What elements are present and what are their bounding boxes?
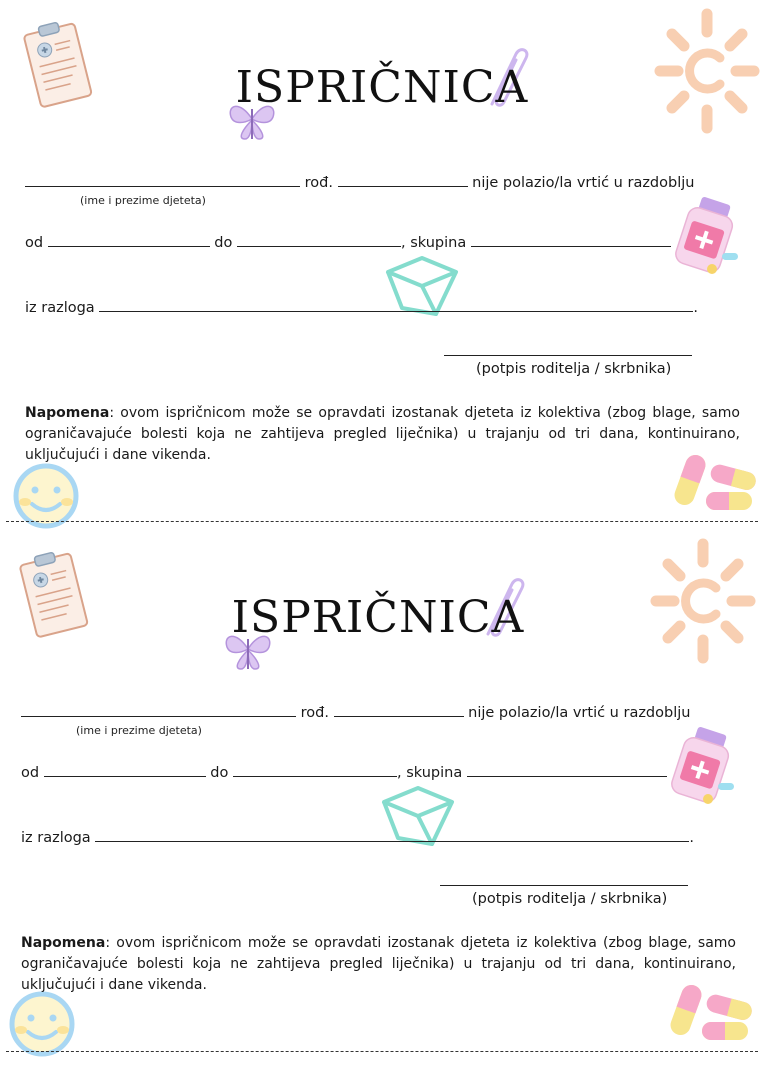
from-date-field[interactable] bbox=[48, 232, 210, 247]
absence-statement: nije polazio/la vrtić u razdoblju bbox=[468, 705, 691, 721]
birth-date-field[interactable] bbox=[338, 172, 468, 187]
to-date-field[interactable] bbox=[237, 232, 401, 247]
excuse-slip-top bbox=[0, 0, 764, 530]
reason-field[interactable] bbox=[99, 297, 693, 312]
reason-end: . bbox=[693, 300, 698, 316]
note-label: Napomena bbox=[21, 935, 106, 951]
note-paragraph bbox=[25, 403, 740, 466]
cut-line bbox=[6, 1051, 758, 1052]
group-label: , skupina bbox=[396, 765, 463, 781]
birth-date-field[interactable] bbox=[334, 702, 464, 717]
birth-label: rođ. bbox=[304, 175, 333, 191]
document-title: ISPRIČNICA bbox=[235, 62, 529, 113]
birth-label: rođ. bbox=[300, 705, 329, 721]
signature-field[interactable] bbox=[440, 885, 688, 886]
note-text: : ovom ispričnicom može se opravdati izostanak djeteta iz kolektiva (zbog blage, samo ograničavajuće bolesti koja ne zahtijeva pregled liječnika) u trajanju od tri dana, kontinuirano, uključujući i dane vikenda. bbox=[21, 935, 736, 993]
to-date-field[interactable] bbox=[233, 762, 397, 777]
reason-label: iz razloga bbox=[21, 830, 91, 846]
child-name-hint: (ime i prezime djeteta) bbox=[76, 724, 202, 737]
period-group-row bbox=[25, 232, 671, 251]
smiley-face-icon bbox=[4, 988, 80, 1058]
name-birth-row bbox=[21, 702, 690, 721]
note-text: : ovom ispričnicom može se opravdati izostanak djeteta iz kolektiva (zbog blage, samo ograničavajuće bolesti koja ne zahtijeva pregled liječnika) u trajanju od tri dana, kontinuirano, uključujući i dane vikenda. bbox=[25, 405, 740, 463]
group-field[interactable] bbox=[471, 232, 671, 247]
medicine-bottle-icon bbox=[670, 195, 745, 280]
group-label: , skupina bbox=[400, 235, 467, 251]
reason-label: iz razloga bbox=[25, 300, 95, 316]
reason-row bbox=[25, 297, 698, 316]
excuse-slip-bottom bbox=[0, 530, 764, 1060]
reason-row bbox=[21, 827, 694, 846]
to-label: do bbox=[214, 235, 233, 251]
period-group-row bbox=[21, 762, 667, 781]
signature-label: (potpis roditelja / skrbnika) bbox=[472, 891, 668, 907]
signature-label: (potpis roditelja / skrbnika) bbox=[476, 361, 672, 377]
note-label: Napomena bbox=[25, 405, 110, 421]
child-name-field[interactable] bbox=[25, 172, 300, 187]
reason-field[interactable] bbox=[95, 827, 689, 842]
group-field[interactable] bbox=[467, 762, 667, 777]
to-label: do bbox=[210, 765, 229, 781]
name-birth-row bbox=[25, 172, 694, 191]
child-name-field[interactable] bbox=[21, 702, 296, 717]
medicine-bottle-icon bbox=[666, 725, 741, 810]
from-label: od bbox=[21, 765, 40, 781]
smiley-face-icon bbox=[8, 460, 84, 530]
from-date-field[interactable] bbox=[44, 762, 206, 777]
reason-end: . bbox=[689, 830, 694, 846]
absence-statement: nije polazio/la vrtić u razdoblju bbox=[472, 175, 695, 191]
cut-line bbox=[6, 521, 758, 522]
from-label: od bbox=[25, 235, 44, 251]
signature-field[interactable] bbox=[444, 355, 692, 356]
child-name-hint: (ime i prezime djeteta) bbox=[80, 194, 206, 207]
note-paragraph bbox=[21, 933, 736, 996]
document-title: ISPRIČNICA bbox=[231, 592, 525, 643]
